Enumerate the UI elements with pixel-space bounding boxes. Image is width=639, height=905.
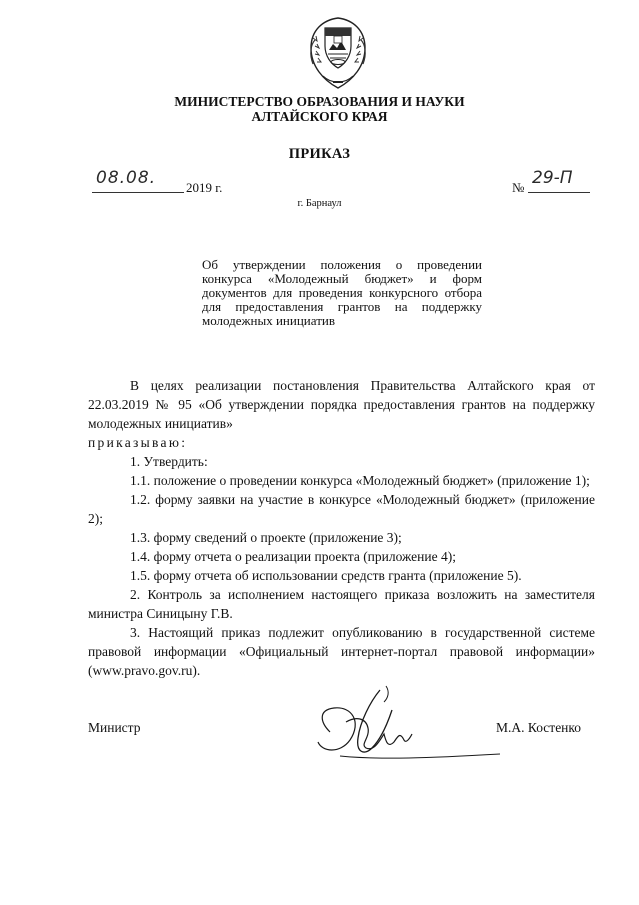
number-label: №: [512, 180, 525, 195]
item-1: 1. Утвердить:: [130, 454, 208, 469]
signatory-position: Министр: [88, 720, 141, 735]
handwritten-number: 29-П: [532, 168, 573, 188]
document-title: ПРИКАЗ: [288, 146, 351, 162]
item-2: 2. Контроль за исполнением настоящего приказа возложить на заместителя министра Синицыну Г.В.: [88, 587, 595, 621]
handwritten-signature: [300, 682, 500, 772]
handwritten-date: 08.08.: [96, 168, 157, 188]
preamble-paragraph: В целях реализации постановления Правительства Алтайского края от 22.03.2019 № 95 «Об утверждении порядка предоставления грантов на поддержку молодежных инициатив»: [88, 378, 595, 431]
coat-of-arms-emblem: [303, 14, 373, 92]
item-1-2: 1.2. форму заявки на участие в конкурсе «Молодежный бюджет» (приложение 2);: [88, 492, 595, 526]
ministry-line-1: МИНИСТЕРСТВО ОБРАЗОВАНИЯ И НАУКИ: [174, 94, 465, 109]
document-body: [88, 376, 595, 680]
document-subject: Об утверждении положения о проведении конкурса «Молодежный бюджет» и форм документов для проведения конкурсного отбора для предоставления грантов на поддержку молодежных инициатив: [202, 257, 482, 328]
ministry-line-2: АЛТАЙСКОГО КРАЯ: [251, 109, 388, 124]
ministry-header: [0, 94, 639, 124]
item-1-4: 1.4. форму отчета о реализации проекта (приложение 4);: [130, 549, 456, 564]
item-1-3: 1.3. форму сведений о проекте (приложение 3);: [130, 530, 402, 545]
order-word: приказываю:: [88, 435, 188, 450]
item-1-1: 1.1. положение о проведении конкурса «Молодежный бюджет» (приложение 1);: [130, 473, 590, 488]
document-year: 2019 г.: [186, 180, 223, 195]
city-name: г. Барнаул: [297, 198, 342, 209]
signatory-name: М.А. Костенко: [496, 720, 582, 735]
item-3: 3. Настоящий приказ подлежит опубликованию в государственной системе правовой информации «Официальный интернет-портал правовой информации» (www.pravo.gov.ru).: [88, 625, 595, 678]
item-1-5: 1.5. форму отчета об использовании средств гранта (приложение 5).: [130, 568, 522, 583]
